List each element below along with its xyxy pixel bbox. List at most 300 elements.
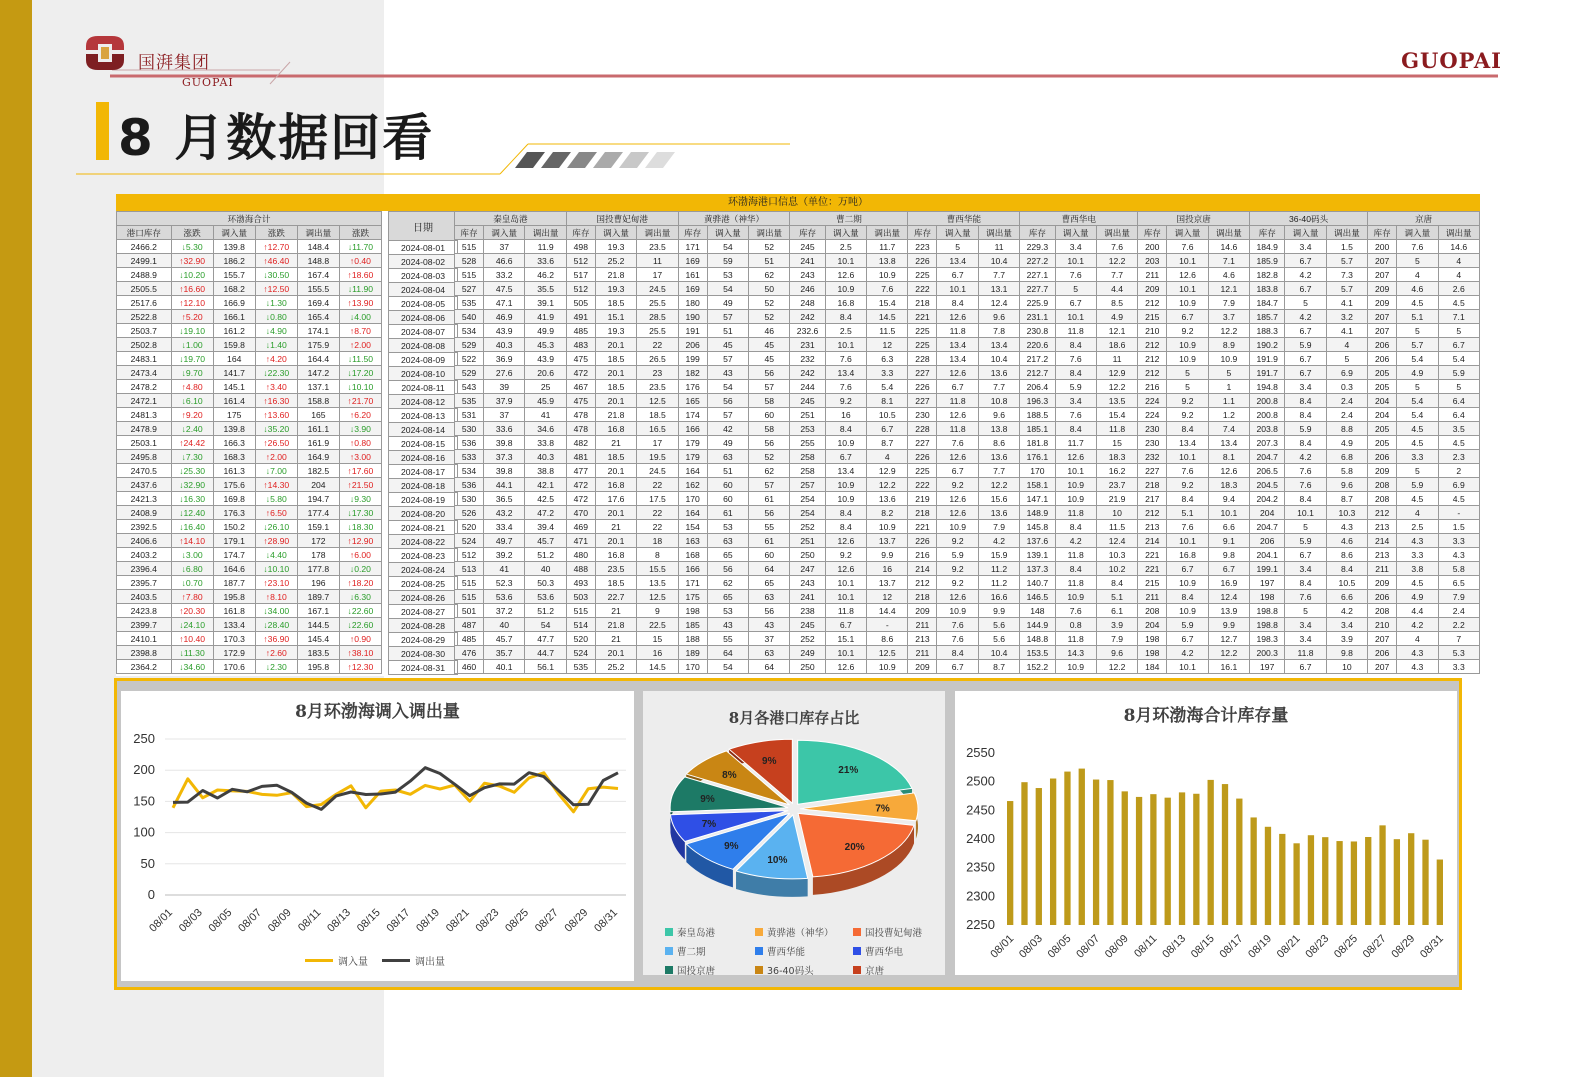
port-cell: 17 (637, 268, 678, 282)
date-row (389, 661, 458, 675)
port-cell: 26.5 (637, 352, 678, 366)
port-cell: 209 (1138, 282, 1167, 296)
port-cell: 218 (908, 590, 937, 604)
port-cell: 5 (1208, 366, 1249, 380)
summary-cell: 2395.7 (117, 576, 172, 590)
port-cell: 9.2 (937, 562, 978, 576)
port-cell: 8.6 (867, 632, 908, 646)
port-cell: 12.5 (637, 394, 678, 408)
port-cell: 10.4 (978, 254, 1019, 268)
pie-chart-box (643, 691, 945, 975)
port-cell: 5.6 (978, 632, 1019, 646)
summary-cell: ↑18.20 (339, 576, 381, 590)
port-cell: 20.1 (595, 338, 636, 352)
summary-row (117, 492, 382, 506)
summary-row (117, 646, 382, 660)
port-cell: 8.7 (1326, 492, 1367, 506)
port-cell: 227 (908, 394, 937, 408)
port-cell: 56 (749, 366, 790, 380)
port-cell: 13.8 (867, 254, 908, 268)
date-cell: 2024-08-05 (389, 297, 458, 311)
port-cell: 13.1 (978, 282, 1019, 296)
summary-cell: ↓10.20 (171, 268, 213, 282)
port-cell: 16.8 (595, 478, 636, 492)
date-cell: 2024-08-12 (389, 395, 458, 409)
port-cell: 6.7 (937, 660, 978, 674)
port-cell: 16.8 (595, 422, 636, 436)
port-cell: 205 (1368, 436, 1397, 450)
port-cell: 251 (790, 408, 825, 422)
port-cell: 8.2 (867, 506, 908, 520)
y-tick-label: 2500 (966, 773, 995, 789)
port-cell: 503 (566, 590, 595, 604)
port-cell: 9.8 (1326, 646, 1367, 660)
summary-row (117, 268, 382, 282)
port-cell: 212 (1368, 506, 1397, 520)
port-cell: 7.6 (937, 436, 978, 450)
port-cell: 227.7 (1020, 282, 1055, 296)
summary-row (117, 576, 382, 590)
port-cell: 51.2 (525, 548, 566, 562)
summary-cell: 2421.3 (117, 492, 172, 506)
port-cell: 5 (1326, 352, 1367, 366)
port-cell: 15.4 (1096, 408, 1137, 422)
port-cell: 22 (637, 478, 678, 492)
port-row (455, 492, 1480, 506)
port-cell: 501 (455, 604, 484, 618)
pie-legend-item: 国投京唐 (665, 963, 755, 977)
port-cell: 9.6 (978, 408, 1019, 422)
port-cell: 53.6 (484, 590, 525, 604)
port-col-header: 库存 (1020, 226, 1055, 240)
port-cell: 1.1 (1208, 394, 1249, 408)
summary-cell: ↑12.90 (339, 534, 381, 548)
port-cell: 527 (455, 282, 484, 296)
port-cell: 10.1 (1055, 310, 1096, 324)
port-cell: 174 (678, 408, 707, 422)
port-row (455, 632, 1480, 646)
summary-row (117, 520, 382, 534)
summary-cell: ↑0.40 (339, 254, 381, 268)
port-cell: 10.1 (1055, 464, 1096, 478)
port-cell: 4.6 (1208, 268, 1249, 282)
summary-cell: 133.4 (213, 618, 255, 632)
port-cell: 65 (707, 590, 748, 604)
summary-cell: ↑20.30 (171, 604, 213, 618)
port-cell: 517 (566, 268, 595, 282)
port-cell: 9.4 (1208, 492, 1249, 506)
summary-cell: 155.7 (213, 268, 255, 282)
x-tick-label: 08/11 (296, 906, 324, 935)
port-cell: 204.5 (1250, 478, 1285, 492)
port-cell: 21.8 (595, 618, 636, 632)
summary-cell: 2478.2 (117, 380, 172, 394)
port-cell: 10.5 (1326, 576, 1367, 590)
port-col-header: 调出量 (637, 226, 678, 240)
port-cell: 9.8 (1208, 548, 1249, 562)
date-cell: 2024-08-15 (389, 437, 458, 451)
table-title: 环渤海港口信息（单位：万吨） (116, 194, 1480, 211)
summary-row (117, 310, 382, 324)
port-cell: 4.5 (1397, 296, 1438, 310)
port-cell: 232 (1138, 450, 1167, 464)
summary-cell: ↓30.50 (255, 268, 297, 282)
port-cell: 529 (455, 366, 484, 380)
port-cell: 52.3 (484, 576, 525, 590)
date-row (389, 549, 458, 563)
port-cell: 6.7 (1285, 324, 1326, 338)
summary-cell: 177.4 (297, 506, 339, 520)
port-cell: 25.5 (637, 324, 678, 338)
summary-cell: ↓22.30 (255, 366, 297, 380)
bar (1036, 788, 1042, 925)
port-cell: 12.6 (937, 590, 978, 604)
port-cell: 488 (566, 562, 595, 576)
pie-slice-label: 10% (767, 854, 788, 866)
port-cell: 210 (1138, 324, 1167, 338)
port-cell: 7.6 (937, 618, 978, 632)
port-cell: 243 (790, 576, 825, 590)
port-cell: 471 (566, 534, 595, 548)
port-cell: 179 (678, 450, 707, 464)
port-cell: 55 (707, 632, 748, 646)
port-cell: 19.3 (595, 240, 636, 254)
summary-cell: ↓19.70 (171, 352, 213, 366)
bar (1064, 772, 1070, 925)
port-cell: 50 (749, 282, 790, 296)
port-cell: 498 (566, 240, 595, 254)
port-cell: 4.5 (1397, 492, 1438, 506)
port-cell: 8.4 (1285, 436, 1326, 450)
port-cell: 5.7 (1326, 254, 1367, 268)
bar (1394, 839, 1400, 925)
port-cell: 12.6 (825, 562, 866, 576)
port-cell: 8.4 (1055, 520, 1096, 534)
port-cell: 23.5 (595, 562, 636, 576)
summary-cell: ↑46.40 (255, 254, 297, 268)
port-cell: 230 (908, 408, 937, 422)
summary-cell: 2423.8 (117, 604, 172, 618)
port-cell: 214 (908, 562, 937, 576)
port-cell: 249 (790, 646, 825, 660)
port-cell: 209 (908, 660, 937, 674)
summary-cell: ↑5.20 (171, 310, 213, 324)
port-cell: 200 (1138, 240, 1167, 254)
port-cell: 10.2 (1096, 562, 1137, 576)
port-cell: 12.2 (1208, 324, 1249, 338)
port-cell: 520 (566, 632, 595, 646)
port-row (455, 352, 1480, 366)
port-cell: 56 (707, 562, 748, 576)
date-row (389, 367, 458, 381)
port-cell: 12.6 (937, 492, 978, 506)
port-cell: 198.3 (1250, 632, 1285, 646)
port-cell: 205 (1368, 380, 1397, 394)
summary-row (117, 478, 382, 492)
port-cell: 8.4 (1285, 576, 1326, 590)
port-cell: 22 (637, 506, 678, 520)
port-cell: 170 (1020, 464, 1055, 478)
date-cell: 2024-08-11 (389, 381, 458, 395)
port-cell: 7.9 (978, 520, 1019, 534)
port-cell: 4.4 (1397, 604, 1438, 618)
summary-col-header: 调出量 (297, 226, 339, 240)
port-cell: 64 (749, 562, 790, 576)
bar (1193, 794, 1199, 925)
summary-cell: 166.1 (213, 310, 255, 324)
x-tick-label: 08/03 (176, 906, 205, 935)
port-row (455, 562, 1480, 576)
port-cell: 219 (908, 492, 937, 506)
port-cell: 8.4 (1285, 492, 1326, 506)
port-cell: 6.9 (1326, 366, 1367, 380)
date-row (389, 647, 458, 661)
port-cell: 63 (749, 590, 790, 604)
port-cell: 4.4 (1096, 282, 1137, 296)
summary-table (116, 211, 382, 674)
port-cell: 470 (566, 506, 595, 520)
port-cell: 515 (566, 604, 595, 618)
port-col-header: 调入量 (1285, 226, 1326, 240)
port-cell: 2.6 (1438, 282, 1479, 296)
date-cell: 2024-08-09 (389, 353, 458, 367)
port-cell: 2.4 (1438, 604, 1479, 618)
port-cell: 12.6 (825, 534, 866, 548)
port-cell: 485 (566, 324, 595, 338)
date-row (389, 507, 458, 521)
port-cell: 3.3 (1438, 660, 1479, 674)
bar (1179, 792, 1185, 925)
summary-cell: ↓0.70 (171, 576, 213, 590)
port-cell: 4 (1397, 268, 1438, 282)
summary-cell: ↑16.60 (171, 282, 213, 296)
port-cell: 23.5 (637, 240, 678, 254)
port-cell: 12.6 (825, 660, 866, 674)
date-cell: 2024-08-02 (389, 255, 458, 269)
pie-slice-label: 9% (700, 793, 715, 805)
x-tick-label: 08/13 (325, 906, 354, 935)
port-row (455, 408, 1480, 422)
port-cell: 8.4 (825, 310, 866, 324)
port-cell: 46.2 (525, 268, 566, 282)
port-cell: 6.4 (1438, 394, 1479, 408)
port-row (455, 450, 1480, 464)
port-cell: 199 (678, 352, 707, 366)
port-cell: 245 (790, 394, 825, 408)
pie-legend-item: 黄骅港（神华） (755, 925, 853, 939)
port-cell: 204.2 (1250, 492, 1285, 506)
summary-cell: ↑17.60 (339, 464, 381, 478)
summary-cell: 164.4 (297, 352, 339, 366)
bar-chart (955, 691, 1457, 975)
date-cell: 2024-08-21 (389, 521, 458, 535)
port-table (454, 211, 1480, 674)
port-cell: 12.2 (1208, 646, 1249, 660)
port-cell: 16.2 (1096, 464, 1137, 478)
port-cell: 5.7 (1326, 282, 1367, 296)
port-cell: 198 (1138, 646, 1167, 660)
port-cell: 10.9 (825, 478, 866, 492)
summary-cell: 139.8 (213, 422, 255, 436)
brand-name-cn: 国湃集团 (138, 53, 210, 73)
port-row (455, 380, 1480, 394)
port-cell: 3.2 (1326, 310, 1367, 324)
port-cell: 8.4 (1285, 394, 1326, 408)
port-cell: 3.4 (1055, 394, 1096, 408)
port-cell: 198 (1250, 590, 1285, 604)
port-cell: 2.5 (1397, 520, 1438, 534)
port-cell: 37.9 (484, 394, 525, 408)
port-cell: 5 (1285, 296, 1326, 310)
port-cell: 3.4 (1285, 562, 1326, 576)
port-cell: 57 (707, 352, 748, 366)
port-cell: 204 (1250, 506, 1285, 520)
summary-row (117, 506, 382, 520)
port-cell: 204.7 (1250, 520, 1285, 534)
port-cell: 3.4 (1285, 632, 1326, 646)
port-cell: 227 (1138, 464, 1167, 478)
port-cell: 27.6 (484, 366, 525, 380)
port-cell: 10.9 (937, 520, 978, 534)
port-col-header: 调出量 (1326, 226, 1367, 240)
port-cell: 10.1 (1167, 282, 1208, 296)
port-cell: 21.8 (595, 408, 636, 422)
port-cell: 230.8 (1020, 324, 1055, 338)
port-cell: 207 (1368, 268, 1397, 282)
summary-row (117, 548, 382, 562)
port-cell: 16.8 (1167, 548, 1208, 562)
port-cell: 8.8 (1326, 422, 1367, 436)
y-tick-label: 2400 (966, 831, 995, 846)
port-cell: 225 (908, 338, 937, 352)
port-cell: 46 (749, 324, 790, 338)
port-cell: 10.1 (1167, 660, 1208, 674)
summary-col-header: 涨跌 (339, 226, 381, 240)
date-row (389, 297, 458, 311)
port-cell: 8.1 (1208, 450, 1249, 464)
summary-cell: ↓24.10 (171, 618, 213, 632)
summary-cell: ↓7.00 (255, 464, 297, 478)
port-cell: 7.6 (1397, 240, 1438, 254)
summary-cell: 139.8 (213, 240, 255, 254)
summary-cell: 2392.5 (117, 520, 172, 534)
summary-row (117, 380, 382, 394)
port-cell: 11.7 (867, 240, 908, 254)
port-cell: 526 (455, 506, 484, 520)
summary-cell: 2499.1 (117, 254, 172, 268)
summary-cell: ↑21.70 (339, 394, 381, 408)
port-cell: 227 (908, 366, 937, 380)
port-cell: 60 (749, 408, 790, 422)
port-cell: 207 (1368, 632, 1397, 646)
port-cell: 2.4 (1326, 394, 1367, 408)
port-cell: 13.9 (1208, 604, 1249, 618)
port-cell: 212 (1138, 366, 1167, 380)
date-cell: 2024-08-29 (389, 633, 458, 647)
x-tick-label: 08/31 (1418, 932, 1446, 961)
port-col-header: 调出量 (525, 226, 566, 240)
port-cell: 181.8 (1020, 436, 1055, 450)
port-cell: 41.9 (525, 310, 566, 324)
port-cell: 164 (678, 506, 707, 520)
port-cell: 20.1 (595, 534, 636, 548)
port-cell: 5.9 (1438, 366, 1479, 380)
pie-legend-item: 秦皇岛港 (665, 925, 755, 939)
summary-cell: 2364.2 (117, 660, 172, 674)
summary-cell: ↑0.90 (339, 632, 381, 646)
port-cell: 17.5 (637, 492, 678, 506)
summary-row (117, 352, 382, 366)
port-cell: 58 (749, 394, 790, 408)
port-cell: 200.3 (1250, 646, 1285, 660)
summary-cell: ↓12.40 (171, 506, 213, 520)
port-cell: 212 (1138, 506, 1167, 520)
port-cell: 33.6 (484, 422, 525, 436)
y-tick-label: 100 (133, 824, 155, 840)
port-col-header: 库存 (566, 226, 595, 240)
summary-cell: 150.2 (213, 520, 255, 534)
date-cell: 2024-08-18 (389, 479, 458, 493)
port-cell: 222 (908, 282, 937, 296)
port-cell: 214 (1138, 534, 1167, 548)
port-cell: 22 (637, 338, 678, 352)
summary-cell: 169.4 (297, 296, 339, 310)
port-cell: 41 (525, 408, 566, 422)
port-cell: 4.2 (1397, 618, 1438, 632)
port-cell: 162 (678, 478, 707, 492)
summary-cell: ↓9.70 (171, 366, 213, 380)
port-cell: 10.8 (978, 394, 1019, 408)
summary-cell: ↑14.10 (171, 534, 213, 548)
summary-cell: ↑2.00 (339, 338, 381, 352)
pie-legend-item: 京唐 (853, 963, 943, 977)
port-cell: 213 (1368, 548, 1397, 562)
port-cell: 16.5 (637, 422, 678, 436)
port-cell: 12.1 (1096, 324, 1137, 338)
port-cell: 63 (749, 646, 790, 660)
port-cell: 13.7 (867, 534, 908, 548)
port-group-header: 曹西华电 (1020, 212, 1138, 226)
port-cell: 230 (1138, 422, 1167, 436)
port-cell: 8.7 (978, 660, 1019, 674)
port-cell: 8.4 (1167, 492, 1208, 506)
port-row (455, 576, 1480, 590)
summary-cell: ↓6.80 (171, 562, 213, 576)
port-cell: 6.7 (1208, 562, 1249, 576)
port-cell: 460 (455, 660, 484, 674)
port-cell: 5.6 (978, 618, 1019, 632)
port-cell: 23 (637, 366, 678, 380)
summary-cell: ↓2.30 (255, 660, 297, 674)
port-cell: 15 (1096, 436, 1137, 450)
port-cell: 10.1 (1055, 254, 1096, 268)
port-cell: 12.6 (1167, 268, 1208, 282)
port-cell: 33.2 (484, 268, 525, 282)
port-row (455, 534, 1480, 548)
date-cell: 2024-08-27 (389, 605, 458, 619)
port-cell: 7.1 (1438, 310, 1479, 324)
summary-cell: ↑8.10 (255, 590, 297, 604)
port-cell: 11 (1096, 352, 1137, 366)
port-cell: 9.2 (825, 548, 866, 562)
port-cell: 226 (908, 450, 937, 464)
legend-item-outflow: 调出量 (382, 953, 445, 968)
date-row (389, 451, 458, 465)
port-cell: 7.6 (1167, 240, 1208, 254)
summary-cell: 189.7 (297, 590, 339, 604)
port-cell: 5 (1438, 380, 1479, 394)
x-tick-label: 08/17 (1217, 932, 1246, 961)
